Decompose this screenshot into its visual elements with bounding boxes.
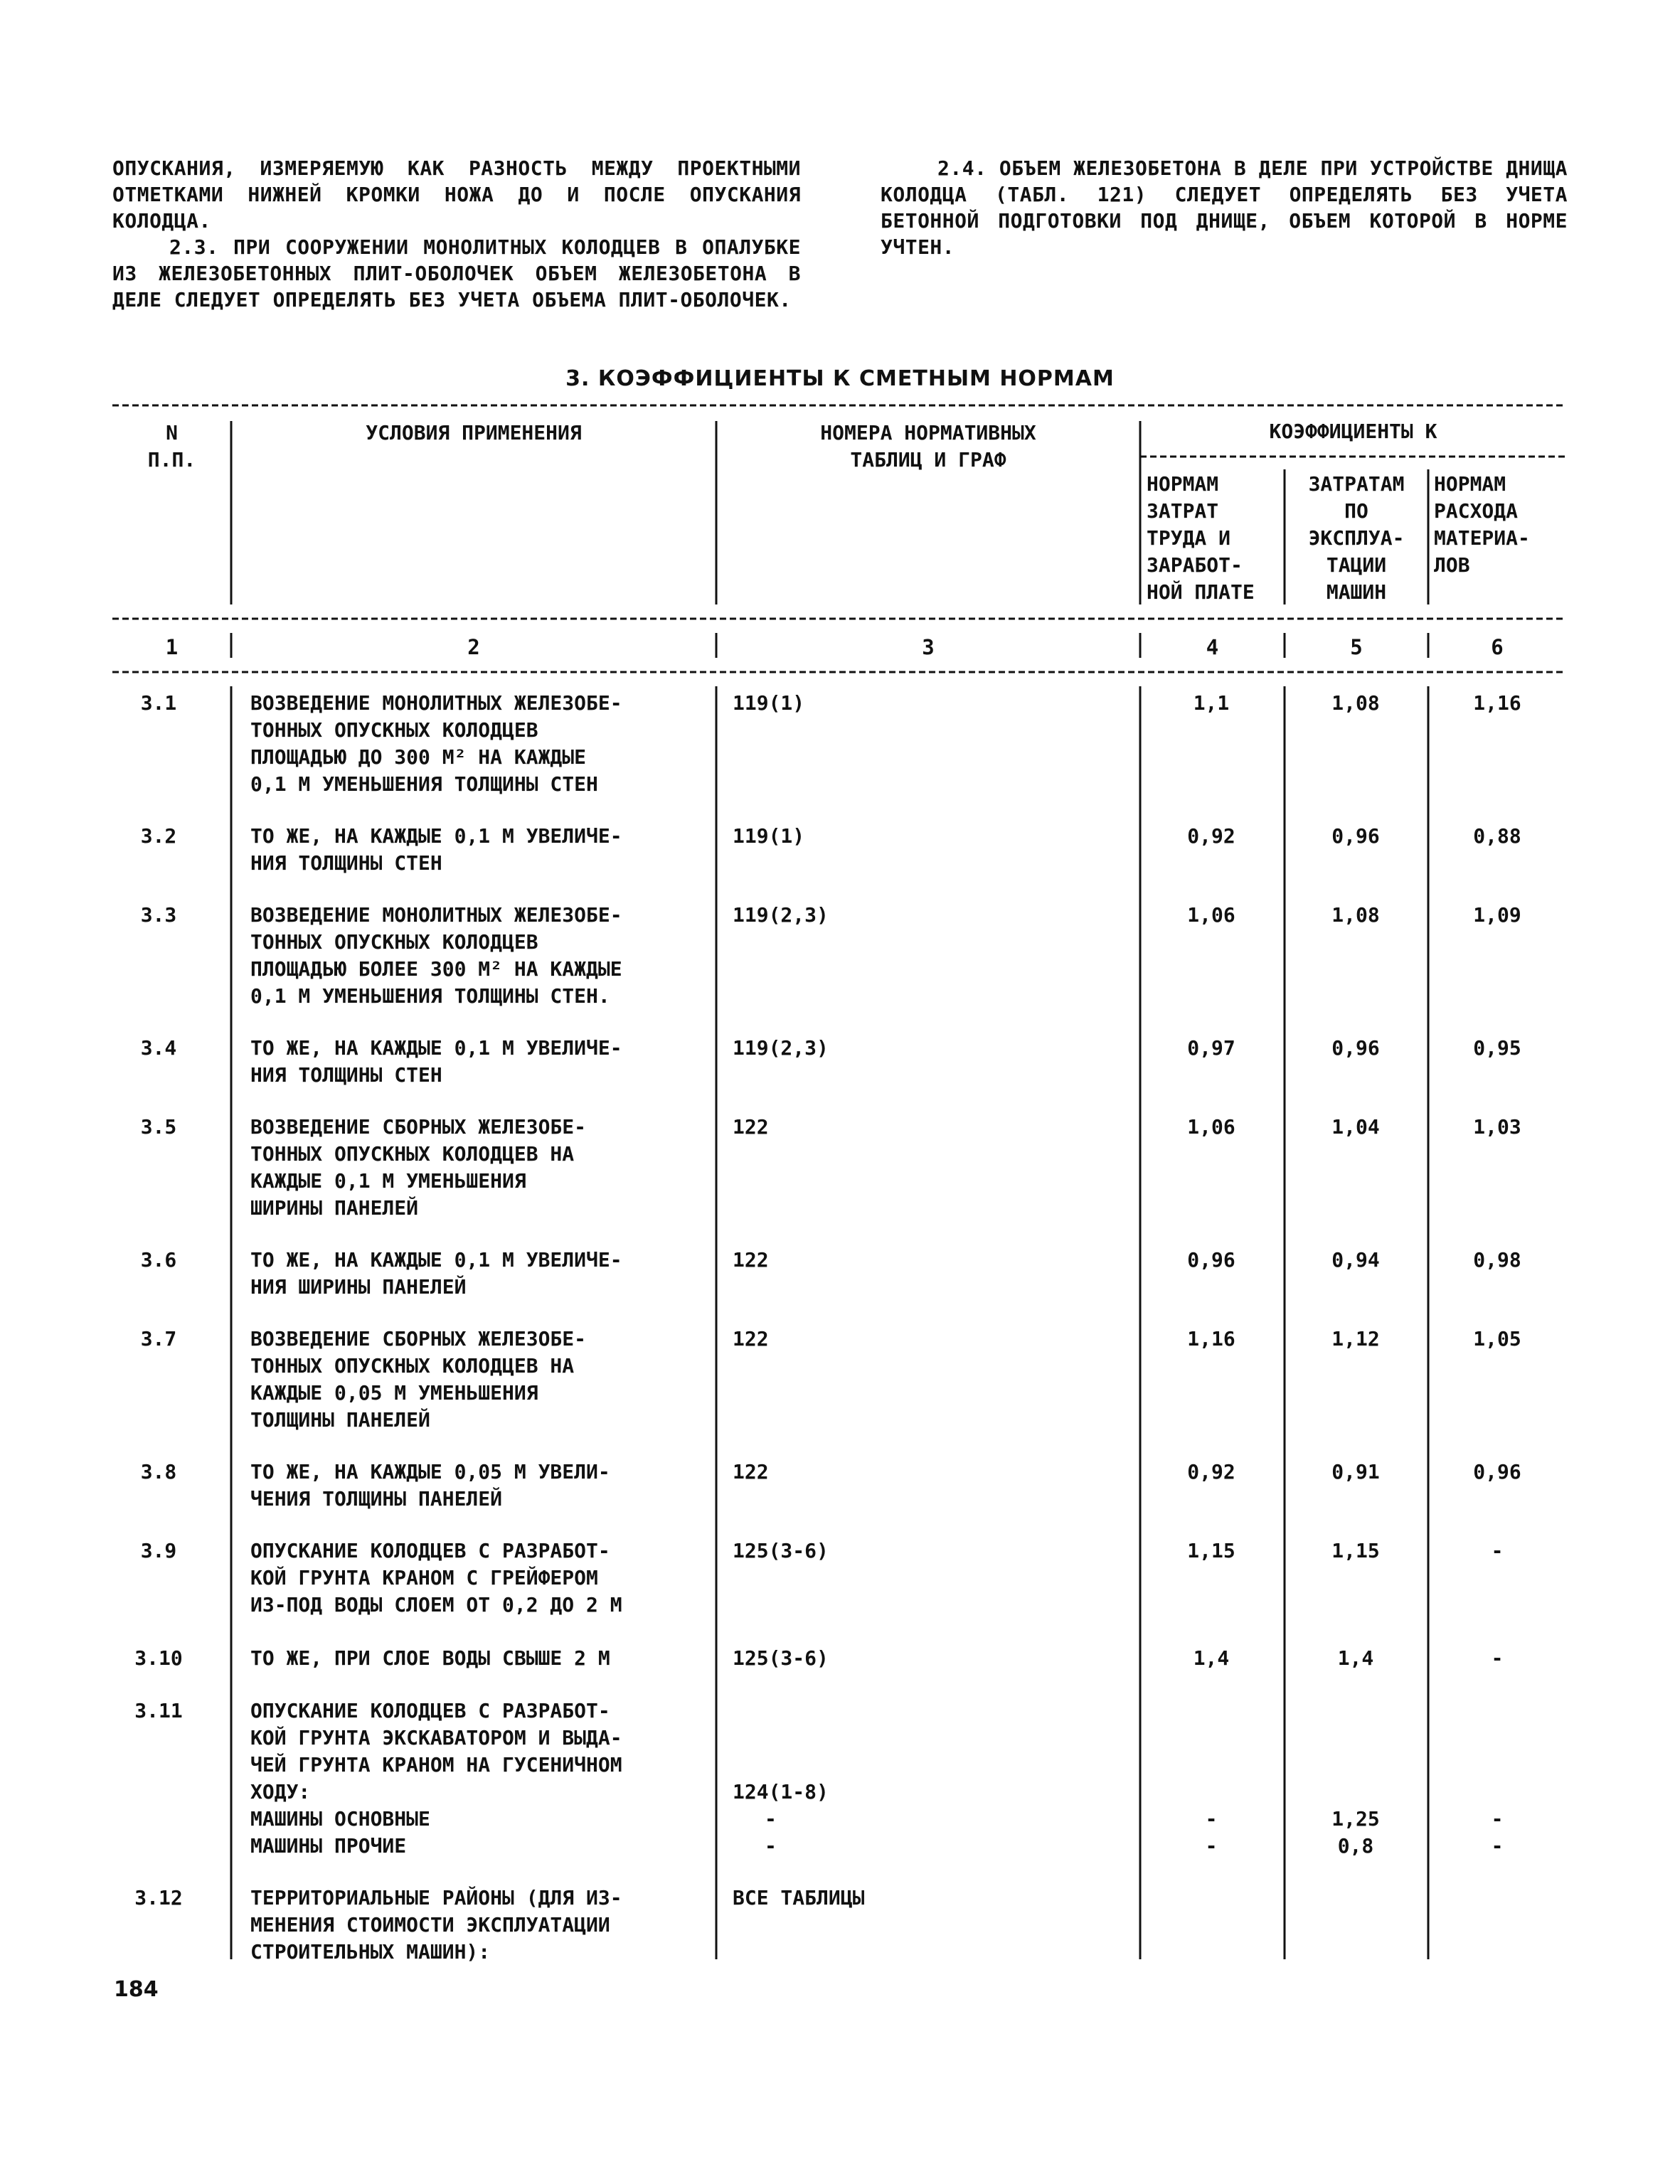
coef-materials: 0,96: [1473, 1460, 1521, 1483]
row-condition-line: ШИРИНЫ ПАНЕЛЕЙ: [250, 1196, 419, 1220]
intro-left-para2-text: ПРИ СООРУЖЕНИИ МОНОЛИТНЫХ КОЛОДЦЕВ В ОПАЛУБКЕ ИЗ ЖЕЛЕЗОБЕТОННЫХ ПЛИТ-ОБОЛОЧЕК ОБЪЕМ ЖЕЛЕЗОБЕТОНА В ДЕЛЕ СЛЕДУЕТ ОПРЕДЕЛЯТЬ БЕЗ УЧЕТА ОБЪЕМА ПЛИТ-ОБОЛОЧЕК.: [112, 235, 801, 311]
coef-labor: 1,1: [1193, 691, 1230, 715]
row-condition-line: НИЯ ТОЛЩИНЫ СТЕН: [250, 851, 442, 875]
coef-materials: 1,03: [1473, 1115, 1521, 1139]
row-table-ref: 122: [733, 1248, 769, 1272]
colnum-6: 6: [1491, 635, 1504, 659]
row-condition-line: ТО ЖЕ, ПРИ СЛОЕ ВОДЫ СВЫШЕ 2 М: [250, 1646, 610, 1670]
row-condition-line: ЧЕЙ ГРУНТА КРАНОМ НА ГУСЕНИЧНОМ: [250, 1753, 622, 1777]
row-condition-line: ПЛОЩАДЬЮ ДО 300 М² НА КАЖДЫЕ: [250, 745, 587, 769]
row-table-ref: 119(1): [733, 691, 805, 715]
coef-machines: 1,08: [1331, 903, 1380, 927]
intro-left-para1: ОПУСКАНИЯ, ИЗМЕРЯЕМУЮ КАК РАЗНОСТЬ МЕЖДУ ПРОЕКТНЫМИ ОТМЕТКАМИ НИЖНЕЙ КРОМКИ НОЖА ДО И ПОСЛЕ ОПУСКАНИЯ КОЛОДЦА.: [112, 156, 801, 233]
header-labor: НОРМАМ ЗАТРАТ ТРУДА И ЗАРАБОТ- НОЙ ПЛАТЕ: [1147, 472, 1255, 604]
coef-labor: -: [1205, 1807, 1218, 1831]
header-tables: НОМЕРА НОРМАТИВНЫХ ТАБЛИЦ И ГРАФ: [820, 421, 1036, 472]
coef-labor: -: [1205, 1834, 1218, 1858]
coef-machines: 0,96: [1331, 824, 1380, 848]
row-condition-line: 0,1 М УМЕНЬШЕНИЯ ТОЛЩИНЫ СТЕН: [250, 772, 598, 796]
row-condition-line: ТО ЖЕ, НА КАЖДЫЕ 0,05 М УВЕЛИ-: [250, 1460, 610, 1483]
row-condition-line: КОЙ ГРУНТА КРАНОМ С ГРЕЙФЕРОМ: [250, 1566, 598, 1589]
row-condition-line: ТО ЖЕ, НА КАЖДЫЕ 0,1 М УВЕЛИЧЕ-: [250, 1036, 622, 1060]
coef-machines: 1,4: [1337, 1646, 1374, 1670]
row-condition-line: КОЙ ГРУНТА ЭКСКАВАТОРОМ И ВЫДА-: [250, 1726, 622, 1749]
row-condition-line: МАШИНЫ ОСНОВНЫЕ: [250, 1807, 430, 1831]
row-condition-line: ТЕРРИТОРИАЛЬНЫЕ РАЙОНЫ (ДЛЯ ИЗ-: [250, 1886, 622, 1909]
coef-labor: 1,4: [1193, 1646, 1230, 1670]
row-table-ref: ВСЕ ТАБЛИЦЫ: [733, 1886, 865, 1909]
coef-machines: 1,08: [1331, 691, 1380, 715]
coef-materials: -: [1491, 1807, 1504, 1831]
coef-labor: 0,96: [1187, 1248, 1235, 1272]
row-number: 3.11: [134, 1699, 183, 1722]
coef-labor: 1,15: [1187, 1539, 1235, 1562]
row-condition-line: МАШИНЫ ПРОЧИЕ: [250, 1834, 407, 1858]
header-n: N П.П.: [147, 421, 196, 472]
row-number: 3.3: [140, 903, 177, 927]
header-materials: НОРМАМ РАСХОДА МАТЕРИА- ЛОВ: [1434, 472, 1530, 577]
row-number: 3.5: [140, 1115, 177, 1139]
row-table-ref: -: [765, 1834, 777, 1858]
row-condition-line: ВОЗВЕДЕНИЕ МОНОЛИТНЫХ ЖЕЛЕЗОБЕ-: [250, 691, 622, 715]
page-number: 184: [114, 1977, 159, 2002]
coef-materials: -: [1491, 1834, 1504, 1858]
header-machines: ЗАТРАТАМ ПО ЭКСПЛУА- ТАЦИИ МАШИН: [1308, 472, 1405, 604]
row-table-ref: 119(2,3): [733, 903, 829, 927]
row-condition-line: ТОННЫХ ОПУСКНЫХ КОЛОДЦЕВ: [250, 718, 538, 742]
table-title: 3. КОЭФФИЦИЕНТЫ К СМЕТНЫМ НОРМАМ: [565, 366, 1115, 391]
row-condition-line: 0,1 М УМЕНЬШЕНИЯ ТОЛЩИНЫ СТЕН.: [250, 984, 610, 1008]
colnum-2: 2: [467, 635, 480, 659]
row-condition-line: НИЯ ШИРИНЫ ПАНЕЛЕЙ: [250, 1275, 467, 1299]
coef-machines: 0,96: [1331, 1036, 1380, 1060]
row-condition-line: ОПУСКАНИЕ КОЛОДЦЕВ С РАЗРАБОТ-: [250, 1699, 610, 1722]
row-number: 3.8: [140, 1460, 177, 1483]
row-condition-line: ТО ЖЕ, НА КАЖДЫЕ 0,1 М УВЕЛИЧЕ-: [250, 1248, 622, 1272]
row-table-ref: 119(2,3): [733, 1036, 829, 1060]
row-number: 3.1: [140, 691, 177, 715]
section-number: 2.3.: [169, 235, 219, 259]
coef-machines: 1,12: [1331, 1327, 1380, 1351]
row-condition-line: ТОЛЩИНЫ ПАНЕЛЕЙ: [250, 1408, 430, 1432]
row-condition-line: КАЖДЫЕ 0,1 М УМЕНЬШЕНИЯ: [250, 1169, 526, 1193]
coef-materials: 0,95: [1473, 1036, 1521, 1060]
row-table-ref: 122: [733, 1327, 769, 1351]
header-conditions: УСЛОВИЯ ПРИМЕНЕНИЯ: [366, 421, 582, 444]
row-condition-line: ТО ЖЕ, НА КАЖДЫЕ 0,1 М УВЕЛИЧЕ-: [250, 824, 622, 848]
coef-machines: 1,25: [1331, 1807, 1380, 1831]
row-condition-line: ВОЗВЕДЕНИЕ МОНОЛИТНЫХ ЖЕЛЕЗОБЕ-: [250, 903, 622, 927]
intro-right-para-text: ОБЪЕМ ЖЕЛЕЗОБЕТОНА В ДЕЛЕ ПРИ УСТРОЙСТВЕ ДНИЩА КОЛОДЦА (ТАБЛ. 121) СЛЕДУЕТ ОПРЕДЕЛЯТЬ БЕЗ УЧЕТА БЕТОННОЙ ПОДГОТОВКИ ПОД ДНИЩЕ, ОБЪЕМ КОТОРОЙ В НОРМЕ УЧТЕН.: [881, 156, 1568, 259]
row-condition-line: НИЯ ТОЛЩИНЫ СТЕН: [250, 1063, 442, 1087]
row-table-ref: -: [765, 1807, 777, 1831]
row-condition-line: ВОЗВЕДЕНИЕ СБОРНЫХ ЖЕЛЕЗОБЕ-: [250, 1115, 587, 1139]
row-condition-line: ТОННЫХ ОПУСКНЫХ КОЛОДЦЕВ НА: [250, 1142, 575, 1166]
row-condition-line: ПЛОЩАДЬЮ БОЛЕЕ 300 М² НА КАЖДЫЕ: [250, 957, 622, 981]
colnum-1: 1: [165, 635, 179, 659]
coef-machines: 1,04: [1331, 1115, 1380, 1139]
coef-materials: 1,09: [1473, 903, 1521, 927]
row-condition-line: СТРОИТЕЛЬНЫХ МАШИН):: [250, 1940, 491, 1964]
row-condition-line: МЕНЕНИЯ СТОИМОСТИ ЭКСПЛУАТАЦИИ: [250, 1913, 610, 1937]
coef-labor: 1,06: [1187, 1115, 1235, 1139]
row-condition-line: ТОННЫХ ОПУСКНЫХ КОЛОДЦЕВ: [250, 930, 538, 954]
row-number: 3.2: [140, 824, 177, 848]
header-coefficients: КОЭФФИЦИЕНТЫ К: [1269, 420, 1437, 443]
coef-labor: 1,06: [1187, 903, 1235, 927]
coef-materials: 1,05: [1473, 1327, 1521, 1351]
row-number: 3.10: [134, 1646, 183, 1670]
coef-labor: 0,92: [1187, 824, 1235, 848]
row-number: 3.6: [140, 1248, 177, 1272]
row-table-ref: 125(3-6): [733, 1539, 829, 1562]
row-table-ref: 122: [733, 1460, 769, 1483]
row-number: 3.4: [140, 1036, 177, 1060]
coef-labor: 0,92: [1187, 1460, 1235, 1483]
row-condition-line: КАЖДЫЕ 0,05 М УМЕНЬШЕНИЯ: [250, 1381, 538, 1405]
row-condition-line: ОПУСКАНИЕ КОЛОДЦЕВ С РАЗРАБОТ-: [250, 1539, 610, 1562]
coef-machines: 0,94: [1331, 1248, 1380, 1272]
coef-materials: -: [1491, 1646, 1504, 1670]
coef-materials: 0,98: [1473, 1248, 1521, 1272]
row-condition-line: ВОЗВЕДЕНИЕ СБОРНЫХ ЖЕЛЕЗОБЕ-: [250, 1327, 587, 1351]
colnum-4: 4: [1206, 635, 1219, 659]
row-condition-line: ТОННЫХ ОПУСКНЫХ КОЛОДЦЕВ НА: [250, 1354, 575, 1378]
row-table-ref: 125(3-6): [733, 1646, 829, 1670]
row-table-ref: 119(1): [733, 824, 805, 848]
coef-materials: -: [1491, 1539, 1504, 1562]
row-condition-line: ИЗ-ПОД ВОДЫ СЛОЕМ ОТ 0,2 ДО 2 М: [250, 1593, 622, 1616]
colnum-3: 3: [922, 635, 935, 659]
colnum-5: 5: [1350, 635, 1363, 659]
coef-materials: 1,16: [1473, 691, 1521, 715]
row-condition-line: ХОДУ:: [250, 1780, 311, 1804]
coef-labor: 1,16: [1187, 1327, 1235, 1351]
row-table-ref: 122: [733, 1115, 769, 1139]
section-number: 2.4.: [937, 156, 987, 180]
coef-labor: 0,97: [1187, 1036, 1235, 1060]
coef-materials: 0,88: [1473, 824, 1521, 848]
row-condition-line: ЧЕНИЯ ТОЛЩИНЫ ПАНЕЛЕЙ: [250, 1487, 503, 1511]
coef-machines: 0,8: [1337, 1834, 1374, 1858]
row-table-ref: 124(1-8): [733, 1780, 829, 1804]
coef-machines: 1,15: [1331, 1539, 1380, 1562]
row-number: 3.12: [134, 1886, 183, 1909]
row-number: 3.9: [140, 1539, 177, 1562]
coef-machines: 0,91: [1331, 1460, 1380, 1483]
row-number: 3.7: [140, 1327, 177, 1351]
